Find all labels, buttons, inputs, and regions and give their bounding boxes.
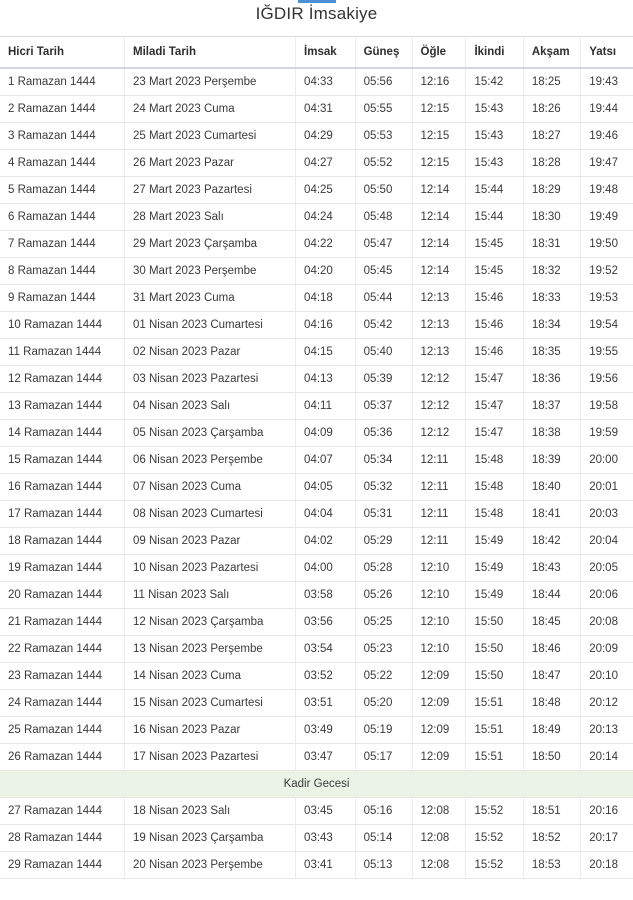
cell-miladi-tarih: 10 Nisan 2023 Pazartesi <box>124 555 295 582</box>
cell-imsak: 04:25 <box>296 177 356 204</box>
cell-imsak: 03:43 <box>296 825 356 852</box>
cell-gunes: 05:39 <box>355 366 412 393</box>
special-night-label: Kadir Gecesi <box>0 771 633 798</box>
cell-gunes: 05:40 <box>355 339 412 366</box>
page-title: IĞDIR İmsakiye <box>255 4 378 23</box>
cell-imsak: 04:27 <box>296 150 356 177</box>
cell-yatsi: 19:53 <box>581 285 633 312</box>
cell-miladi-tarih: 02 Nisan 2023 Pazar <box>124 339 295 366</box>
column-header-hicri-tarih: Hicri Tarih <box>0 37 124 69</box>
special-night-row <box>0 771 633 798</box>
cell-miladi-tarih: 03 Nisan 2023 Pazartesi <box>124 366 295 393</box>
cell-aksam: 18:38 <box>523 420 580 447</box>
table-row <box>0 852 633 879</box>
cell-yatsi: 20:18 <box>581 852 633 879</box>
cell-yatsi: 20:12 <box>581 690 633 717</box>
cell-hicri-tarih: 4 Ramazan 1444 <box>0 150 124 177</box>
cell-gunes: 05:32 <box>355 474 412 501</box>
title-accent-bar <box>298 0 336 3</box>
cell-yatsi: 20:17 <box>581 825 633 852</box>
cell-ikindi: 15:48 <box>466 501 523 528</box>
cell-ikindi: 15:47 <box>466 366 523 393</box>
cell-miladi-tarih: 23 Mart 2023 Perşembe <box>124 68 295 96</box>
cell-ikindi: 15:52 <box>466 798 523 825</box>
cell-yatsi: 20:01 <box>581 474 633 501</box>
cell-gunes: 05:28 <box>355 555 412 582</box>
table-row <box>0 582 633 609</box>
cell-gunes: 05:36 <box>355 420 412 447</box>
cell-imsak: 04:33 <box>296 68 356 96</box>
column-header-ikindi: İkindi <box>466 37 523 69</box>
table-row <box>0 447 633 474</box>
cell-aksam: 18:40 <box>523 474 580 501</box>
cell-hicri-tarih: 19 Ramazan 1444 <box>0 555 124 582</box>
cell-miladi-tarih: 28 Mart 2023 Salı <box>124 204 295 231</box>
table-row <box>0 690 633 717</box>
cell-gunes: 05:22 <box>355 663 412 690</box>
cell-gunes: 05:20 <box>355 690 412 717</box>
cell-ogle: 12:09 <box>412 690 466 717</box>
cell-hicri-tarih: 14 Ramazan 1444 <box>0 420 124 447</box>
table-row <box>0 366 633 393</box>
cell-aksam: 18:48 <box>523 690 580 717</box>
cell-ikindi: 15:43 <box>466 123 523 150</box>
cell-ikindi: 15:52 <box>466 852 523 879</box>
table-row <box>0 717 633 744</box>
cell-hicri-tarih: 9 Ramazan 1444 <box>0 285 124 312</box>
cell-miladi-tarih: 06 Nisan 2023 Perşembe <box>124 447 295 474</box>
cell-gunes: 05:29 <box>355 528 412 555</box>
cell-hicri-tarih: 7 Ramazan 1444 <box>0 231 124 258</box>
cell-imsak: 04:20 <box>296 258 356 285</box>
cell-yatsi: 20:14 <box>581 744 633 771</box>
cell-aksam: 18:31 <box>523 231 580 258</box>
cell-imsak: 04:15 <box>296 339 356 366</box>
cell-imsak: 03:56 <box>296 609 356 636</box>
table-row <box>0 393 633 420</box>
cell-miladi-tarih: 05 Nisan 2023 Çarşamba <box>124 420 295 447</box>
cell-gunes: 05:55 <box>355 96 412 123</box>
cell-miladi-tarih: 29 Mart 2023 Çarşamba <box>124 231 295 258</box>
cell-ogle: 12:09 <box>412 717 466 744</box>
cell-ogle: 12:14 <box>412 231 466 258</box>
cell-miladi-tarih: 25 Mart 2023 Cumartesi <box>124 123 295 150</box>
cell-hicri-tarih: 21 Ramazan 1444 <box>0 609 124 636</box>
column-header-miladi-tarih: Miladi Tarih <box>124 37 295 69</box>
cell-ikindi: 15:48 <box>466 447 523 474</box>
cell-ogle: 12:11 <box>412 528 466 555</box>
table-row <box>0 177 633 204</box>
cell-ogle: 12:12 <box>412 366 466 393</box>
cell-ogle: 12:08 <box>412 798 466 825</box>
cell-gunes: 05:37 <box>355 393 412 420</box>
cell-yatsi: 19:56 <box>581 366 633 393</box>
cell-ikindi: 15:43 <box>466 150 523 177</box>
cell-gunes: 05:25 <box>355 609 412 636</box>
cell-ikindi: 15:50 <box>466 636 523 663</box>
table-row <box>0 609 633 636</box>
cell-hicri-tarih: 6 Ramazan 1444 <box>0 204 124 231</box>
cell-gunes: 05:45 <box>355 258 412 285</box>
table-row <box>0 339 633 366</box>
cell-ikindi: 15:50 <box>466 609 523 636</box>
cell-miladi-tarih: 26 Mart 2023 Pazar <box>124 150 295 177</box>
cell-gunes: 05:31 <box>355 501 412 528</box>
cell-ikindi: 15:52 <box>466 825 523 852</box>
cell-ikindi: 15:44 <box>466 177 523 204</box>
cell-aksam: 18:51 <box>523 798 580 825</box>
cell-yatsi: 20:13 <box>581 717 633 744</box>
column-header-ogle: Öğle <box>412 37 466 69</box>
cell-imsak: 04:11 <box>296 393 356 420</box>
cell-ogle: 12:14 <box>412 177 466 204</box>
cell-yatsi: 19:47 <box>581 150 633 177</box>
cell-gunes: 05:52 <box>355 150 412 177</box>
cell-ikindi: 15:46 <box>466 312 523 339</box>
cell-ikindi: 15:47 <box>466 420 523 447</box>
table-row <box>0 636 633 663</box>
cell-yatsi: 20:03 <box>581 501 633 528</box>
cell-ogle: 12:14 <box>412 204 466 231</box>
prayer-times-table <box>0 36 633 879</box>
table-row <box>0 501 633 528</box>
column-header-yatsi: Yatsı <box>581 37 633 69</box>
cell-ogle: 12:09 <box>412 744 466 771</box>
table-row <box>0 528 633 555</box>
cell-yatsi: 19:59 <box>581 420 633 447</box>
cell-ikindi: 15:50 <box>466 663 523 690</box>
cell-aksam: 18:27 <box>523 123 580 150</box>
cell-gunes: 05:56 <box>355 68 412 96</box>
table-row <box>0 663 633 690</box>
cell-yatsi: 20:16 <box>581 798 633 825</box>
cell-gunes: 05:42 <box>355 312 412 339</box>
table-row <box>0 96 633 123</box>
cell-hicri-tarih: 8 Ramazan 1444 <box>0 258 124 285</box>
cell-gunes: 05:48 <box>355 204 412 231</box>
table-header-row <box>0 37 633 69</box>
cell-aksam: 18:28 <box>523 150 580 177</box>
cell-imsak: 03:54 <box>296 636 356 663</box>
cell-hicri-tarih: 10 Ramazan 1444 <box>0 312 124 339</box>
cell-ikindi: 15:49 <box>466 582 523 609</box>
cell-aksam: 18:47 <box>523 663 580 690</box>
table-row <box>0 285 633 312</box>
cell-aksam: 18:50 <box>523 744 580 771</box>
cell-imsak: 04:09 <box>296 420 356 447</box>
cell-aksam: 18:33 <box>523 285 580 312</box>
cell-hicri-tarih: 23 Ramazan 1444 <box>0 663 124 690</box>
cell-imsak: 04:24 <box>296 204 356 231</box>
cell-imsak: 04:02 <box>296 528 356 555</box>
cell-aksam: 18:53 <box>523 852 580 879</box>
cell-yatsi: 19:52 <box>581 258 633 285</box>
cell-miladi-tarih: 20 Nisan 2023 Perşembe <box>124 852 295 879</box>
cell-miladi-tarih: 30 Mart 2023 Perşembe <box>124 258 295 285</box>
cell-ikindi: 15:51 <box>466 690 523 717</box>
table-row <box>0 204 633 231</box>
cell-yatsi: 19:54 <box>581 312 633 339</box>
cell-yatsi: 20:09 <box>581 636 633 663</box>
cell-ogle: 12:13 <box>412 339 466 366</box>
table-row <box>0 420 633 447</box>
cell-yatsi: 19:50 <box>581 231 633 258</box>
cell-ogle: 12:11 <box>412 447 466 474</box>
cell-ogle: 12:16 <box>412 68 466 96</box>
cell-hicri-tarih: 3 Ramazan 1444 <box>0 123 124 150</box>
cell-hicri-tarih: 24 Ramazan 1444 <box>0 690 124 717</box>
cell-gunes: 05:50 <box>355 177 412 204</box>
cell-aksam: 18:32 <box>523 258 580 285</box>
cell-gunes: 05:23 <box>355 636 412 663</box>
cell-imsak: 04:29 <box>296 123 356 150</box>
cell-aksam: 18:35 <box>523 339 580 366</box>
cell-hicri-tarih: 16 Ramazan 1444 <box>0 474 124 501</box>
table-row <box>0 555 633 582</box>
cell-miladi-tarih: 07 Nisan 2023 Cuma <box>124 474 295 501</box>
cell-miladi-tarih: 24 Mart 2023 Cuma <box>124 96 295 123</box>
cell-miladi-tarih: 19 Nisan 2023 Çarşamba <box>124 825 295 852</box>
cell-ogle: 12:10 <box>412 609 466 636</box>
cell-ikindi: 15:45 <box>466 231 523 258</box>
cell-ogle: 12:15 <box>412 123 466 150</box>
cell-imsak: 04:00 <box>296 555 356 582</box>
cell-yatsi: 20:00 <box>581 447 633 474</box>
cell-imsak: 03:51 <box>296 690 356 717</box>
cell-miladi-tarih: 31 Mart 2023 Cuma <box>124 285 295 312</box>
cell-imsak: 03:47 <box>296 744 356 771</box>
cell-miladi-tarih: 09 Nisan 2023 Pazar <box>124 528 295 555</box>
table-row <box>0 150 633 177</box>
cell-yatsi: 19:46 <box>581 123 633 150</box>
cell-ikindi: 15:49 <box>466 555 523 582</box>
cell-ogle: 12:13 <box>412 285 466 312</box>
cell-aksam: 18:30 <box>523 204 580 231</box>
cell-miladi-tarih: 15 Nisan 2023 Cumartesi <box>124 690 295 717</box>
cell-ikindi: 15:48 <box>466 474 523 501</box>
cell-hicri-tarih: 15 Ramazan 1444 <box>0 447 124 474</box>
table-row <box>0 474 633 501</box>
table-row <box>0 123 633 150</box>
cell-hicri-tarih: 11 Ramazan 1444 <box>0 339 124 366</box>
cell-hicri-tarih: 22 Ramazan 1444 <box>0 636 124 663</box>
cell-ikindi: 15:46 <box>466 339 523 366</box>
cell-hicri-tarih: 28 Ramazan 1444 <box>0 825 124 852</box>
table-row <box>0 798 633 825</box>
cell-aksam: 18:46 <box>523 636 580 663</box>
title-bar <box>0 0 633 36</box>
table-header <box>0 37 633 69</box>
cell-miladi-tarih: 27 Mart 2023 Pazartesi <box>124 177 295 204</box>
cell-hicri-tarih: 17 Ramazan 1444 <box>0 501 124 528</box>
table-row <box>0 825 633 852</box>
column-header-imsak: İmsak <box>296 37 356 69</box>
cell-hicri-tarih: 25 Ramazan 1444 <box>0 717 124 744</box>
table-row <box>0 258 633 285</box>
cell-hicri-tarih: 26 Ramazan 1444 <box>0 744 124 771</box>
cell-ikindi: 15:42 <box>466 68 523 96</box>
column-header-gunes: Güneş <box>355 37 412 69</box>
cell-imsak: 03:49 <box>296 717 356 744</box>
cell-ogle: 12:08 <box>412 852 466 879</box>
column-header-aksam: Akşam <box>523 37 580 69</box>
cell-gunes: 05:19 <box>355 717 412 744</box>
cell-aksam: 18:36 <box>523 366 580 393</box>
cell-ikindi: 15:46 <box>466 285 523 312</box>
cell-ikindi: 15:43 <box>466 96 523 123</box>
cell-ogle: 12:12 <box>412 393 466 420</box>
cell-ogle: 12:15 <box>412 96 466 123</box>
cell-aksam: 18:43 <box>523 555 580 582</box>
cell-imsak: 03:41 <box>296 852 356 879</box>
cell-aksam: 18:42 <box>523 528 580 555</box>
cell-ogle: 12:15 <box>412 150 466 177</box>
cell-miladi-tarih: 17 Nisan 2023 Pazartesi <box>124 744 295 771</box>
cell-hicri-tarih: 2 Ramazan 1444 <box>0 96 124 123</box>
cell-imsak: 03:58 <box>296 582 356 609</box>
table-row <box>0 231 633 258</box>
cell-gunes: 05:34 <box>355 447 412 474</box>
cell-aksam: 18:45 <box>523 609 580 636</box>
cell-ogle: 12:12 <box>412 420 466 447</box>
cell-miladi-tarih: 12 Nisan 2023 Çarşamba <box>124 609 295 636</box>
cell-hicri-tarih: 13 Ramazan 1444 <box>0 393 124 420</box>
cell-aksam: 18:52 <box>523 825 580 852</box>
cell-gunes: 05:14 <box>355 825 412 852</box>
cell-gunes: 05:26 <box>355 582 412 609</box>
cell-yatsi: 20:05 <box>581 555 633 582</box>
cell-miladi-tarih: 04 Nisan 2023 Salı <box>124 393 295 420</box>
cell-gunes: 05:47 <box>355 231 412 258</box>
cell-ikindi: 15:49 <box>466 528 523 555</box>
cell-ogle: 12:09 <box>412 663 466 690</box>
cell-gunes: 05:17 <box>355 744 412 771</box>
cell-ogle: 12:11 <box>412 501 466 528</box>
cell-imsak: 03:52 <box>296 663 356 690</box>
cell-gunes: 05:44 <box>355 285 412 312</box>
cell-imsak: 04:07 <box>296 447 356 474</box>
cell-yatsi: 20:04 <box>581 528 633 555</box>
cell-aksam: 18:26 <box>523 96 580 123</box>
cell-aksam: 18:44 <box>523 582 580 609</box>
cell-miladi-tarih: 08 Nisan 2023 Cumartesi <box>124 501 295 528</box>
cell-yatsi: 19:44 <box>581 96 633 123</box>
table-row <box>0 744 633 771</box>
cell-yatsi: 19:49 <box>581 204 633 231</box>
cell-miladi-tarih: 01 Nisan 2023 Cumartesi <box>124 312 295 339</box>
cell-hicri-tarih: 29 Ramazan 1444 <box>0 852 124 879</box>
cell-ogle: 12:11 <box>412 474 466 501</box>
cell-imsak: 04:05 <box>296 474 356 501</box>
cell-hicri-tarih: 27 Ramazan 1444 <box>0 798 124 825</box>
cell-imsak: 04:18 <box>296 285 356 312</box>
cell-ogle: 12:10 <box>412 636 466 663</box>
cell-miladi-tarih: 13 Nisan 2023 Perşembe <box>124 636 295 663</box>
cell-yatsi: 20:06 <box>581 582 633 609</box>
cell-yatsi: 20:08 <box>581 609 633 636</box>
cell-miladi-tarih: 16 Nisan 2023 Pazar <box>124 717 295 744</box>
cell-ikindi: 15:51 <box>466 717 523 744</box>
cell-aksam: 18:41 <box>523 501 580 528</box>
cell-aksam: 18:25 <box>523 68 580 96</box>
cell-ogle: 12:10 <box>412 582 466 609</box>
cell-hicri-tarih: 20 Ramazan 1444 <box>0 582 124 609</box>
cell-aksam: 18:39 <box>523 447 580 474</box>
cell-ogle: 12:14 <box>412 258 466 285</box>
cell-gunes: 05:13 <box>355 852 412 879</box>
cell-ogle: 12:10 <box>412 555 466 582</box>
table-row <box>0 68 633 96</box>
cell-yatsi: 19:48 <box>581 177 633 204</box>
cell-aksam: 18:29 <box>523 177 580 204</box>
cell-yatsi: 19:43 <box>581 68 633 96</box>
cell-hicri-tarih: 12 Ramazan 1444 <box>0 366 124 393</box>
cell-yatsi: 19:58 <box>581 393 633 420</box>
cell-ikindi: 15:45 <box>466 258 523 285</box>
cell-ikindi: 15:47 <box>466 393 523 420</box>
cell-ogle: 12:08 <box>412 825 466 852</box>
table-row <box>0 312 633 339</box>
cell-imsak: 03:45 <box>296 798 356 825</box>
cell-aksam: 18:34 <box>523 312 580 339</box>
cell-ikindi: 15:51 <box>466 744 523 771</box>
cell-miladi-tarih: 14 Nisan 2023 Cuma <box>124 663 295 690</box>
cell-hicri-tarih: 18 Ramazan 1444 <box>0 528 124 555</box>
cell-imsak: 04:31 <box>296 96 356 123</box>
cell-yatsi: 19:55 <box>581 339 633 366</box>
cell-gunes: 05:53 <box>355 123 412 150</box>
cell-imsak: 04:13 <box>296 366 356 393</box>
cell-miladi-tarih: 18 Nisan 2023 Salı <box>124 798 295 825</box>
cell-hicri-tarih: 1 Ramazan 1444 <box>0 68 124 96</box>
cell-imsak: 04:04 <box>296 501 356 528</box>
table-body <box>0 68 633 879</box>
cell-imsak: 04:16 <box>296 312 356 339</box>
cell-gunes: 05:16 <box>355 798 412 825</box>
cell-hicri-tarih: 5 Ramazan 1444 <box>0 177 124 204</box>
cell-aksam: 18:49 <box>523 717 580 744</box>
cell-ikindi: 15:44 <box>466 204 523 231</box>
cell-aksam: 18:37 <box>523 393 580 420</box>
cell-miladi-tarih: 11 Nisan 2023 Salı <box>124 582 295 609</box>
cell-ogle: 12:13 <box>412 312 466 339</box>
cell-yatsi: 20:10 <box>581 663 633 690</box>
cell-imsak: 04:22 <box>296 231 356 258</box>
